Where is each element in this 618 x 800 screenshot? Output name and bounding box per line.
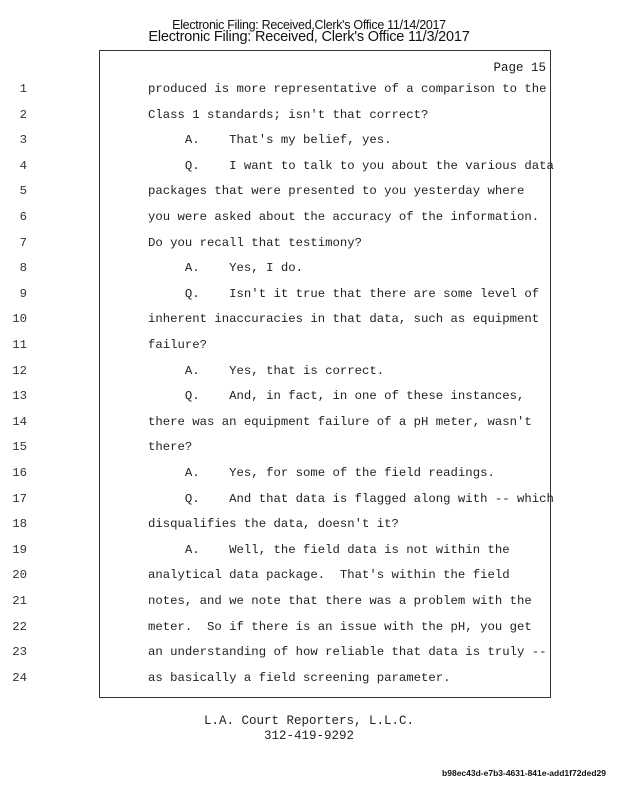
line-text: Q. And that data is flagged along with -- which bbox=[148, 491, 554, 506]
line-text: A. Yes, for some of the field readings. bbox=[148, 466, 495, 480]
line-text: there? bbox=[148, 440, 193, 455]
line-text: A. That's my belief, yes. bbox=[148, 133, 392, 148]
footer-phone: 312-419-9292 bbox=[263, 729, 354, 743]
line-text: inherent inaccuracies in that data, such as equipment bbox=[148, 312, 540, 327]
line-number: 5 bbox=[19, 184, 27, 199]
line-number: 7 bbox=[19, 235, 27, 250]
line-number: 17 bbox=[12, 491, 27, 506]
line-number: 18 bbox=[12, 517, 27, 532]
line-text: A. Yes, that is correct. bbox=[148, 363, 385, 378]
line-number: 15 bbox=[12, 440, 27, 455]
line-text: packages that were presented to you yesterday where bbox=[148, 184, 525, 199]
page-number: Page 15 bbox=[493, 61, 546, 75]
line-number: 11 bbox=[12, 338, 27, 352]
filing-stamp-top: Electronic Filing: Received,Clerk's Office 11/14/2017 bbox=[172, 18, 446, 32]
line-text: produced is more representative of a comparison to the bbox=[148, 82, 547, 96]
line-text: meter. So if there is an issue with the pH, you get bbox=[148, 619, 532, 634]
line-text: failure? bbox=[148, 338, 208, 352]
line-text: analytical data package. That's within the field bbox=[148, 568, 510, 583]
line-text: Do you recall that testimony? bbox=[148, 235, 363, 250]
line-number: 9 bbox=[19, 286, 27, 301]
line-number: 12 bbox=[12, 363, 27, 378]
line-number: 3 bbox=[19, 133, 27, 148]
line-text: A. Well, the field data is not within the bbox=[148, 542, 510, 557]
line-text: an understanding of how reliable that data is truly -- bbox=[148, 645, 547, 660]
line-number: 6 bbox=[19, 210, 27, 224]
line-text: Class 1 standards; isn't that correct? bbox=[148, 107, 429, 122]
line-number: 19 bbox=[12, 542, 27, 557]
line-number: 10 bbox=[12, 312, 27, 327]
line-text: as basically a field screening parameter. bbox=[148, 670, 451, 685]
footer-company: L.A. Court Reporters, L.L.C. bbox=[203, 714, 415, 728]
line-text: Q. Isn't it true that there are some level of bbox=[148, 286, 540, 301]
line-number: 14 bbox=[12, 414, 27, 429]
line-text: Q. And, in fact, in one of these instances, bbox=[148, 389, 525, 404]
line-text: there was an equipment failure of a pH meter, wasn't bbox=[148, 414, 532, 429]
line-number: 13 bbox=[12, 389, 27, 404]
line-text: Q. I want to talk to you about the various data bbox=[148, 158, 554, 173]
line-number: 1 bbox=[19, 82, 27, 96]
line-number: 20 bbox=[12, 568, 27, 583]
line-text: you were asked about the accuracy of the information. bbox=[148, 210, 540, 224]
line-number: 8 bbox=[19, 261, 27, 276]
line-number: 16 bbox=[12, 466, 27, 480]
line-text: notes, and we note that there was a problem with the bbox=[148, 594, 532, 608]
line-number: 24 bbox=[12, 670, 27, 685]
line-number: 22 bbox=[12, 619, 27, 634]
line-text: A. Yes, I do. bbox=[148, 261, 303, 276]
line-number: 4 bbox=[19, 158, 27, 173]
filing-stamp-main: Electronic Filing: Received, Clerk's Office 11/3/2017 bbox=[148, 29, 470, 45]
line-number: 21 bbox=[12, 594, 27, 608]
line-number: 23 bbox=[12, 645, 27, 660]
line-number: 2 bbox=[19, 107, 27, 122]
transcript-page bbox=[12, 50, 554, 698]
document-hash: b98ec43d-e7b3-4631-841e-add1f72ded29 bbox=[442, 768, 606, 778]
line-text: disqualifies the data, doesn't it? bbox=[148, 517, 399, 532]
